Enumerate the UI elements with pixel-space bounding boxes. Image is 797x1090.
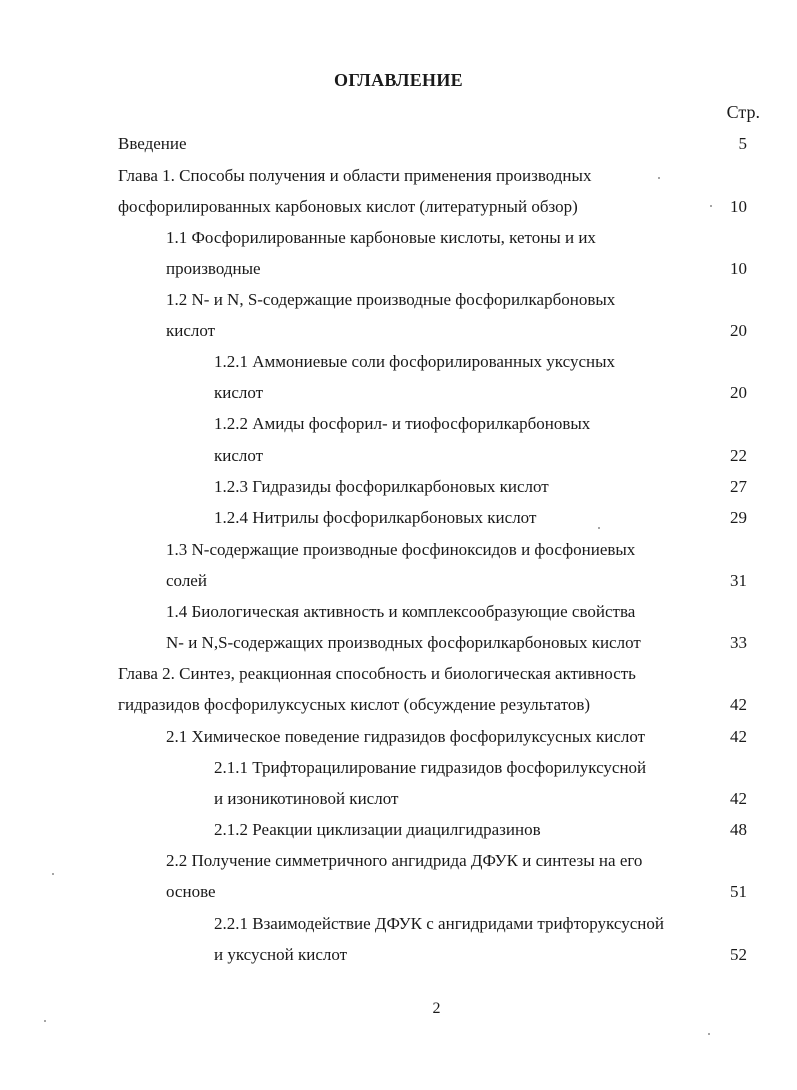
toc-entry-text: Глава 1. Способы получения и области применения производных — [118, 166, 592, 185]
scan-speck — [708, 1033, 710, 1035]
toc-entry-1-2-1[interactable] — [214, 347, 615, 377]
toc-entry-2-2-cont[interactable] — [166, 877, 216, 907]
toc-entry-1-2-3[interactable] — [214, 472, 549, 502]
toc-entry-chapter-1[interactable] — [118, 161, 591, 191]
toc-entry-text: 1.2.3 Гидразиды фосфорилкарбоновых кислот — [214, 477, 549, 496]
toc-page-number: 31 — [730, 571, 747, 590]
toc-entry-text: фосфорилированных карбоновых кислот (литературный обзор) — [118, 197, 578, 216]
toc-entry-text: солей — [166, 571, 207, 590]
toc-entry-1-2-2[interactable] — [214, 409, 590, 439]
toc-entry-text: 2.1.2 Реакции циклизации диацилгидразинов — [214, 820, 541, 839]
toc-page-number: 48 — [730, 820, 747, 839]
toc-page-number: 42 — [730, 695, 747, 714]
scan-speck — [44, 1020, 46, 1022]
toc-entry-1-2-cont[interactable] — [166, 316, 215, 346]
toc-entry-1-1[interactable] — [166, 223, 596, 253]
toc-entry-text: 2.2 Получение симметричного ангидрида ДФУК и синтезы на его — [166, 851, 643, 870]
toc-entry-introduction[interactable] — [118, 129, 187, 159]
toc-entry-text: 1.2 N- и N, S-содержащие производные фосфорилкарбоновых — [166, 290, 616, 309]
page-title: ОГЛАВЛЕНИЕ — [334, 70, 463, 90]
toc-entry-text: 2.1 Химическое поведение гидразидов фосфорилуксусных кислот — [166, 727, 646, 746]
toc-entry-text: основе — [166, 882, 216, 901]
toc-entry-1-2[interactable] — [166, 285, 615, 315]
toc-page-number: 42 — [730, 727, 747, 746]
toc-entry-2-2-1[interactable] — [214, 909, 664, 939]
toc-entry-text: и изоникотиновой кислот — [214, 789, 399, 808]
toc-page-number: 29 — [730, 508, 747, 527]
toc-entry-2-1-1-cont[interactable] — [214, 784, 398, 814]
toc-entry-text: 1.1 Фосфорилированные карбоновые кислоты, кетоны и их — [166, 228, 596, 247]
toc-entry-2-2[interactable] — [166, 846, 642, 876]
toc-entry-text: Введение — [118, 134, 187, 153]
page-column-label: Стр. — [726, 102, 760, 122]
toc-entry-text: производные — [166, 259, 261, 278]
toc-page-number: 5 — [738, 134, 747, 153]
toc-entry-1-3-cont[interactable] — [166, 566, 207, 596]
toc-entry-text: гидразидов фосфорилуксусных кислот (обсуждение результатов) — [118, 695, 591, 714]
toc-entry-text: 1.2.1 Аммониевые соли фосфорилированных уксусных — [214, 352, 616, 371]
toc-entry-2-2-1-cont[interactable] — [214, 940, 347, 970]
toc-entry-text: 2.2.1 Взаимодействие ДФУК с ангидридами трифторуксусной — [214, 914, 664, 933]
toc-entry-1-1-cont[interactable] — [166, 254, 261, 284]
toc-page-number: 42 — [730, 789, 747, 808]
toc-entry-2-1-2[interactable] — [214, 815, 541, 845]
toc-entry-1-2-1-cont[interactable] — [214, 378, 263, 408]
toc-entry-1-2-2-cont[interactable] — [214, 441, 263, 471]
toc-entry-1-4-cont[interactable] — [166, 628, 641, 658]
toc-entry-chapter-2-cont[interactable] — [118, 690, 590, 720]
toc-entry-2-1[interactable] — [166, 722, 645, 752]
scan-speck — [598, 527, 600, 529]
toc-entry-text: 1.2.4 Нитрилы фосфорилкарбоновых кислот — [214, 508, 537, 527]
toc-page-number: 33 — [730, 633, 747, 652]
toc-page-number: 51 — [730, 882, 747, 901]
toc-entry-text: кислот — [166, 321, 216, 340]
toc-entry-1-3[interactable] — [166, 535, 635, 565]
scan-speck — [658, 177, 660, 179]
toc-page-number: 10 — [730, 259, 747, 278]
toc-page-number: 22 — [730, 446, 747, 465]
toc-page-number: 20 — [730, 321, 747, 340]
scan-speck — [52, 873, 54, 875]
toc-entry-1-4[interactable] — [166, 597, 635, 627]
footer-page-number: 2 — [432, 1000, 441, 1017]
toc-entry-text: 1.2.2 Амиды фосфорил- и тиофосфорилкарбоновых — [214, 414, 591, 433]
toc-page-number: 20 — [730, 383, 747, 402]
toc-page-number: 27 — [730, 477, 747, 496]
toc-entry-text: Глава 2. Синтез, реакционная способность и биологическая активность — [118, 664, 636, 683]
toc-entry-text: и уксусной кислот — [214, 945, 348, 964]
toc-entry-text: кислот — [214, 446, 264, 465]
scan-speck — [710, 205, 712, 207]
toc-entry-text: N- и N,S-содержащих производных фосфорилкарбоновых кислот — [166, 633, 641, 652]
toc-entry-chapter-2[interactable] — [118, 659, 636, 689]
toc-entry-1-2-4[interactable] — [214, 503, 536, 533]
toc-entry-2-1-1[interactable] — [214, 753, 646, 783]
toc-page-number: 52 — [730, 945, 747, 964]
toc-entry-text: 1.4 Биологическая активность и комплексообразующие свойства — [166, 602, 636, 621]
toc-entry-chapter-1-cont[interactable] — [118, 192, 578, 222]
toc-entry-text: 1.3 N-содержащие производные фосфиноксидов и фосфониевых — [166, 540, 636, 559]
toc-entry-text: кислот — [214, 383, 264, 402]
toc-page-number: 10 — [730, 197, 747, 216]
toc-entry-text: 2.1.1 Трифторацилирование гидразидов фосфорилуксусной — [214, 758, 647, 777]
